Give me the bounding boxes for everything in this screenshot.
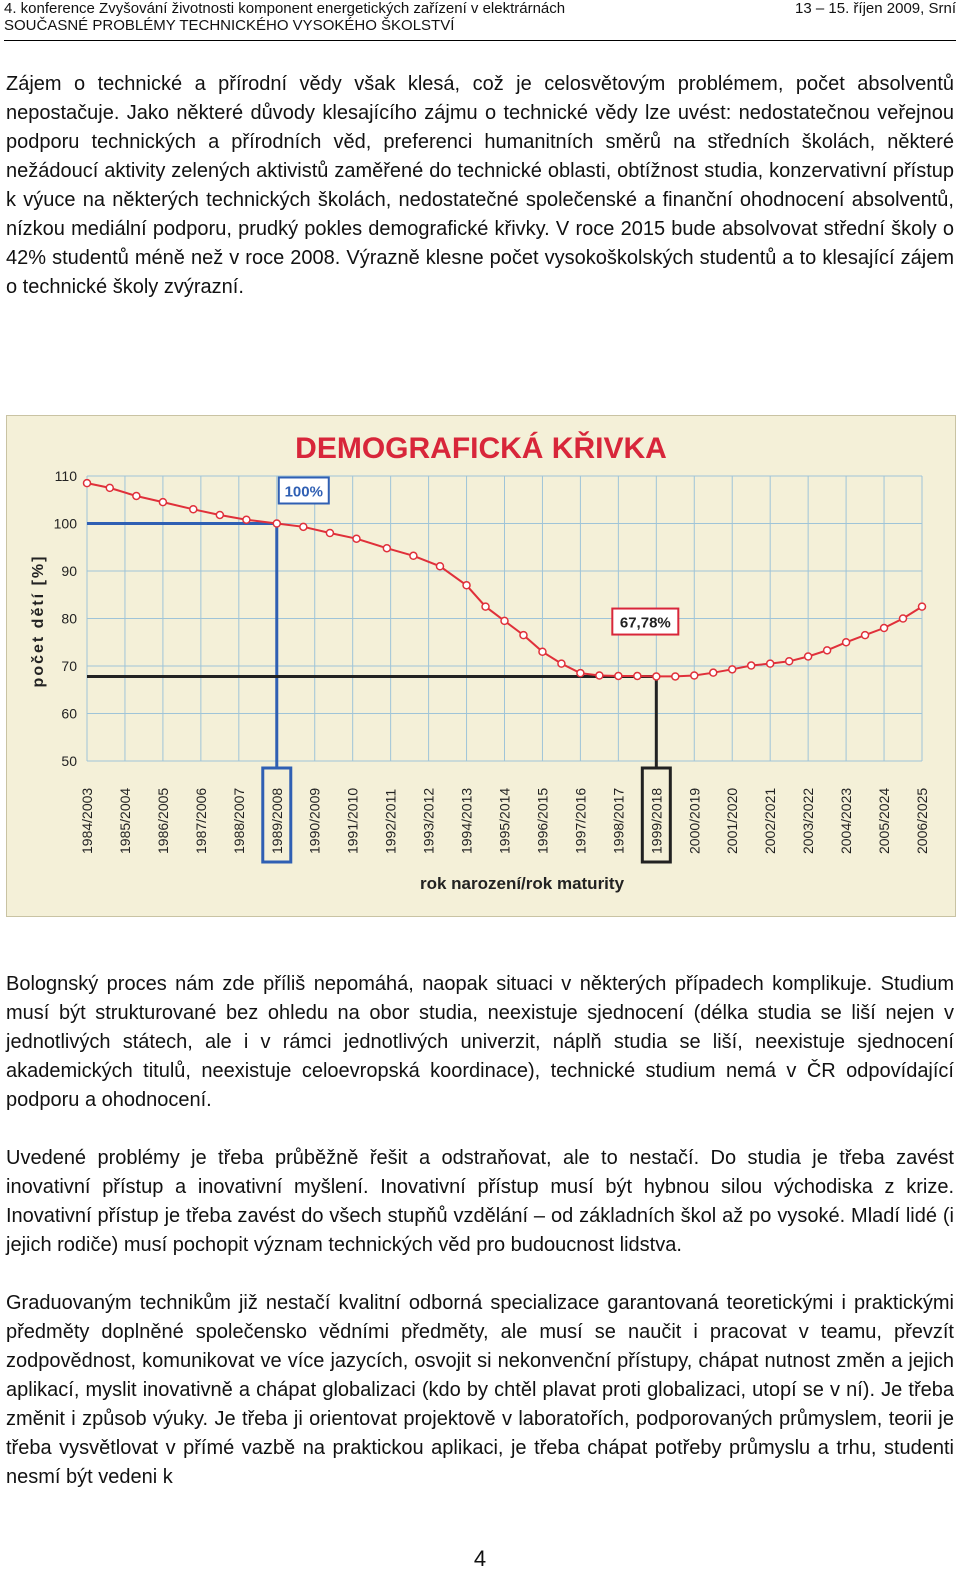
x-tick-label: 1994/2013 [458,787,475,854]
x-tick-label: 2004/2023 [838,787,855,854]
chart-svg [7,416,955,916]
x-tick-label: 1996/2015 [534,787,551,854]
annotation-label: 67,78% [619,614,671,632]
x-tick-label: 1985/2004 [116,787,133,854]
header-left [4,0,565,34]
y-tick-label: 110 [54,468,77,484]
paragraph-bologna: Bolognský proces nám zde příliš nepomáhá, naopak situaci v některých případech komplikuje. Studium musí být strukturované bez ohledu na obor studia, neexistuje sjednocení (délka studia se liší nejen v jednotlivých státech, ale i v rámci jednotlivých univerzit, náplň studia se liší, neexistuje sjednocení akademických titulů, neexistuje celoevropská koordinace), technické studium nemá v ČR odpovídající podporu a ohodnocení. [6,973,954,1111]
data-point [805,653,812,660]
x-tick-label: 1988/2007 [230,787,247,854]
x-tick-label: 2005/2024 [876,787,893,854]
data-point [273,520,280,527]
paragraph-interest: Zájem o technické a přírodní vědy však klesá, což je celosvětovým problémem, počet absolventů nepostačuje. Jako některé důvody klesajícího zájmu o technické vědy lze uvést: nedostatečnou veřejnou podporu technických a přírodních věd, preferenci humanitních směrů na středních školách, některé nežádoucí aktivity zelených aktivistů zaměřené do technické oblasti, obtížnost studia, konzervativní přístup k výuce na některých technických školách, nedostatečné společenské a finanční ohodnocení absolventů, nízkou mediální podporu, prudký pokles demografické křivky. V roce 2015 bude absolvovat střední školy o 42% studentů méně než v roce 2008. Výrazně klesne počet vysokoškolských studentů a to klesající zájem o technické školy zvýrazní. [6,73,954,298]
conference-date: 13 – 15. říjen 2009, Srní [795,0,956,17]
conference-title: 4. konference Zvyšování životnosti komponent energetických zařízení v elektrárnách [4,0,566,17]
data-point [216,511,223,518]
data-point [596,672,603,679]
data-point [824,647,831,654]
data-point [84,480,91,487]
data-point [729,666,736,673]
page-number: 4 [473,1546,487,1571]
x-tick-label: 2000/2019 [686,787,703,854]
data-point [106,484,113,491]
y-tick-label: 100 [53,515,77,532]
data-point [501,617,508,624]
x-tick-label: 1991/2010 [344,787,361,854]
data-point [482,603,489,610]
y-tick-label: 80 [61,610,77,627]
x-tick-label: 2002/2021 [762,787,779,854]
data-point [862,632,869,639]
x-tick-label: 1984/2003 [79,787,95,854]
data-point [767,660,774,667]
x-tick-label: 2001/2020 [724,787,741,854]
x-tick-label: 1989/2008 [268,787,285,854]
data-point [634,672,641,679]
data-point [710,669,717,676]
x-tick-label: 1986/2005 [154,787,171,854]
x-tick-label: 1998/2017 [610,787,627,854]
header-divider [4,40,956,41]
x-tick-label: 1999/2018 [648,787,665,854]
data-point [133,492,140,499]
annotation-label: 100% [284,483,323,501]
x-tick-label: 1997/2016 [572,787,589,854]
y-tick-label: 50 [61,753,77,769]
data-point [436,563,443,570]
paragraph-graduates: Graduovaným technikům již nestačí kvalitní odborná specializace garantovaná teoretickými i praktickými předměty doplněné společensko vědními předměty, ale musí se naučit i pracovat v teamu, převzít zodpovědnost, komunikovat ve více jazycích, osvojit si nekonvenční přístupy, chápat nutnost změn a jejich aplikací, myslit inovativně a chápat globalizaci (kdo by chtěl plavat proti globalizaci, utopí se v ní). Je třeba změnit i způsob výuky. Je třeba ji orientovat projektově v laboratořích, podporovaných průmyslem, teorii je třeba vysvětlovat v přímé vazbě na praktickou aplikaci, je třeba chápat potřeby průmyslu a trhu, studenti nesmí být vedeni k [6,1292,954,1488]
data-point [520,632,527,639]
demographic-chart [6,415,956,917]
data-point [539,648,546,655]
x-axis-label: rok narození/rok maturity [419,874,625,893]
x-tick-label: 1995/2014 [496,787,513,854]
x-tick-label: 2003/2022 [800,787,817,854]
y-axis-label: počet dětí [%] [30,554,47,688]
data-point [881,625,888,632]
data-point [691,672,698,679]
data-point [558,660,565,667]
data-point [383,545,390,552]
chart-title: DEMOGRAFICKÁ KŘIVKA [295,432,667,465]
data-point [353,535,360,542]
data-point [843,639,850,646]
data-point [410,552,417,559]
data-point [577,670,584,677]
data-point [653,673,660,680]
x-tick-label: 1992/2011 [382,788,399,854]
data-point [748,662,755,669]
paper-title: SOUČASNÉ PROBLÉMY TECHNICKÉHO VYSOKÉHO ŠKOLSTVÍ [4,17,455,34]
data-point [900,615,907,622]
data-point [243,516,250,523]
y-tick-label: 90 [61,563,77,579]
data-point [615,672,622,679]
paragraph-problems: Uvedené problémy je třeba průběžně řešit a odstraňovat, ale to nestačí. Do studia je třeba zavést inovativní přístup a inovativní myšlení. Inovativní přístup musí být hybnou silou východiska z krize. Inovativní přístup je třeba zavést do všech stupňů vzdělání – od základních škol až po vysoké. Mladí lidé (i jejich rodiče) musí pochopit význam technických věd pro budoucnost lidstva. [6,1147,954,1256]
data-point [463,582,470,589]
data-point [919,603,926,610]
x-tick-label: 1987/2006 [192,787,209,854]
data-point [190,506,197,513]
page-header [4,0,956,48]
y-tick-label: 60 [61,705,77,722]
data-point [326,530,333,537]
x-tick-label: 2006/2025 [914,787,930,854]
x-tick-label: 1993/2012 [420,787,437,854]
data-point [786,658,793,665]
data-point [300,523,307,530]
x-tick-label: 1990/2009 [306,787,323,854]
data-point [159,499,166,506]
y-tick-label: 70 [61,658,77,674]
data-point [672,673,679,680]
